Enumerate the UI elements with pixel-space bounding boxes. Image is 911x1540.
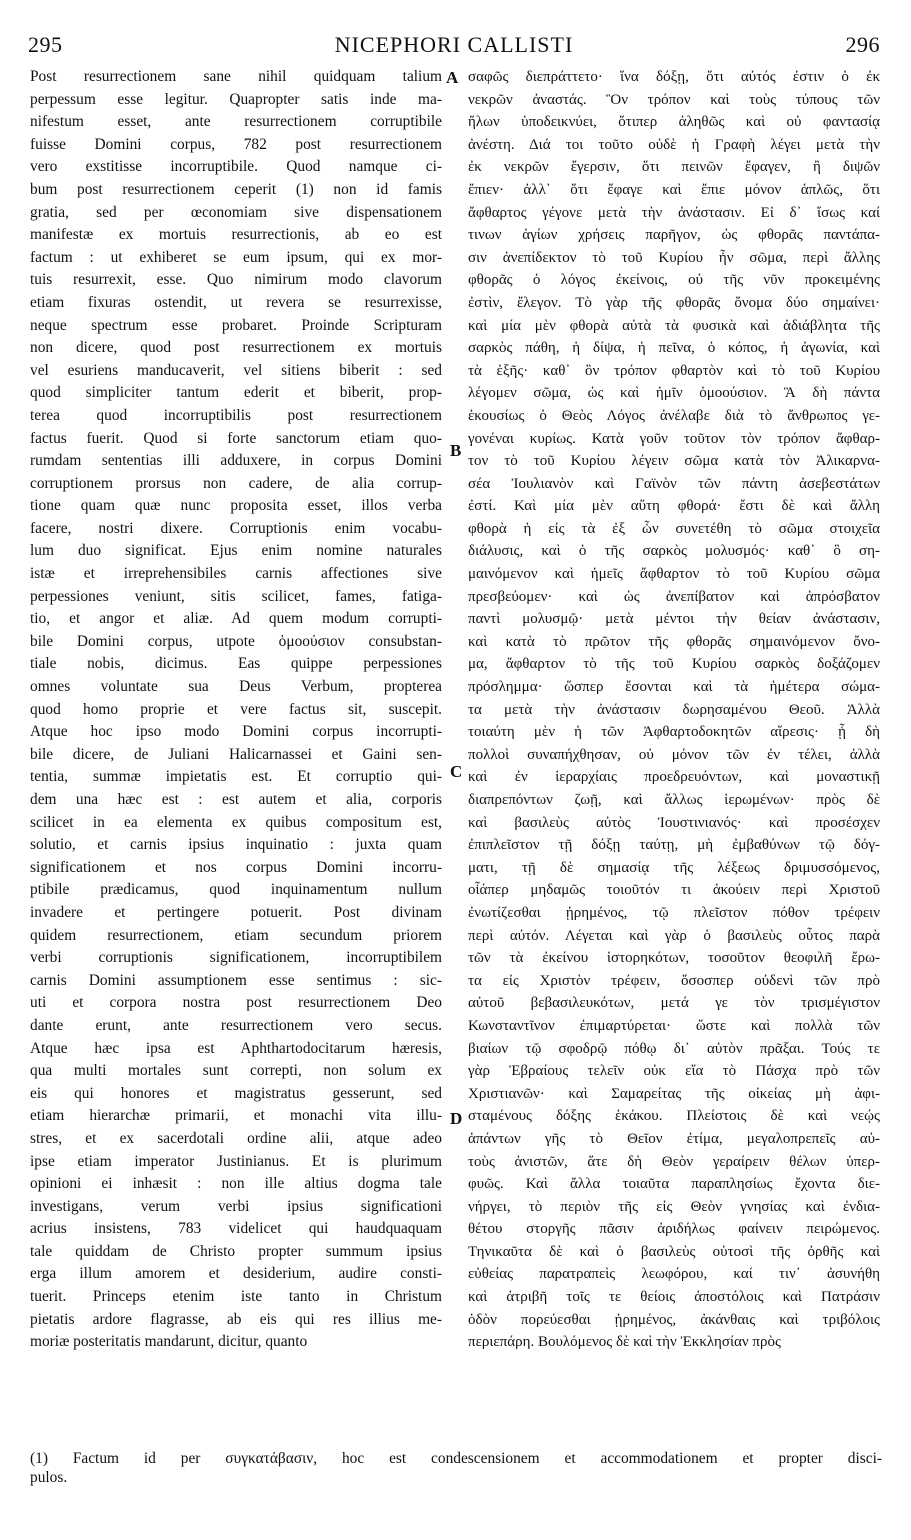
text-line: φθορὰ ἡ εἰς τὰ ἐξ ὧν συνετέθη τὸ σῶμα στοιχεῖα [468, 520, 880, 537]
text-line: factum : ut exhiberet se eum ipsum, qui ex mor- [30, 248, 442, 266]
text-line: διάλυσις, καὶ ὁ τῆς σαρκὸς μολυσμός· καθ᾽ ὃ ση- [468, 543, 880, 560]
text-line: invadere et pertingere potuerit. Post divinam [30, 903, 442, 921]
text-line: uti et corpora nostra post resurrectionem Deo [30, 994, 442, 1012]
text-line: etiam fixuras ostendit, ut revera se resurrexisse, [30, 293, 442, 311]
text-line: καὶ μία μὲν φθορὰ αὐτὰ τὰ φυσικὰ καὶ ἀδιάβλητα τῆς [468, 317, 880, 334]
text-line: ἐνωτίζεσθαι ᾑρημένος, τῷ πλεῖστον πόθον τρέφειν [468, 904, 880, 921]
text-line: pietatis ardore flagrasse, ab eis qui res illius me- [30, 1310, 442, 1328]
text-line: tentia, summæ impietatis est. Et corruptio qui- [30, 768, 442, 786]
text-line: perpessiones veniunt, sitis scilicet, fames, fatiga- [30, 587, 442, 605]
text-line: bile Domini corpus, utpote ὁμοούσιον consubstan- [30, 632, 442, 650]
text-line: Χριστιανῶν· καὶ Σαμαρείτας τῆς οἰκείας μὴ ἀφι- [468, 1085, 880, 1102]
text-line: Τηνικαῦτα δὲ καὶ ὁ βασιλεὺς οὑτοσὶ τῆς ὀρθῆς καὶ [468, 1243, 880, 1260]
text-line: Atque hoc ipso modo Domini corpus incorrupti- [30, 723, 442, 741]
footnote [30, 1449, 882, 1487]
text-line: διαπρεπόντων ζωῇ, καὶ ἄλλως ἱερωμένων· πρὸς δὲ [468, 792, 880, 808]
text-line: qua multi mortales sunt correpti, non solum ex [30, 1062, 442, 1080]
text-line: tione quam quæ nunc proposita esset, illos verba [30, 497, 442, 515]
text-line: dem una hæc est : est autem et alia, corporis [30, 791, 442, 808]
text-line: τῶν τὰ ἐκείνου ἱστορηκότων, τοσοῦτον θεοφιλῆ ἔρω- [468, 950, 880, 967]
text-line: ἑκουσίως ὁ Θεὸς Λόγος ἀνέλαβε διὰ τὸ ἄνθρωπος γε- [468, 407, 880, 424]
text-line: ipse etiam imperator Justinianus. Et is plurimum [30, 1152, 442, 1170]
text-line: stres, et ex sacerdotali ordine alii, atque adeo [30, 1129, 442, 1147]
text-line: ptibile prædicamus, quod inquinamentum nullum [30, 881, 442, 899]
text-line: acrius insistens, 783 videlicet qui haudquaquam [30, 1220, 442, 1238]
latin-column [30, 66, 442, 1354]
text-line: quidem resurrectionem, etiam secundum priorem [30, 926, 442, 944]
text-line: terea quod incorruptibilis post resurrectionem [30, 406, 442, 424]
footnote-line: (1) Factum id per συγκατάβασιν, hoc est condescensionem et accommodationem et propter disci- [30, 1450, 882, 1467]
text-line: τα εἰς Χριστὸν τρέφειν, ὅσοσπερ οὐδενὶ τῶν πρὸ [468, 972, 880, 989]
text-line: erga illum amorem et desiderium, audire consti- [30, 1265, 442, 1283]
text-line: scilicet in ea elementa ex quibus compositum est, [30, 813, 442, 831]
page-number-left: 295 [28, 32, 63, 57]
text-line: lum duo significat. Ejus enim nomine naturales [30, 542, 442, 560]
text-line: φυῶς. Καὶ ἄλλα τοιαῦτα παραπλησίως ἔχοντα διε- [468, 1176, 880, 1193]
text-line: τοὺς ἀνιστῶν, ἅτε δὴ Θεὸν γεραίρειν θέλων ὑπερ- [468, 1153, 880, 1170]
text-line: ἐπιπλεῖστον τῇ δόξῃ ταύτῃ, μὴ ἐμβαθύνων τῷ δόγ- [468, 837, 880, 854]
text-line: tio, et angor et aliæ. Ad quem modum corrupti- [30, 610, 442, 628]
text-line: rumdam sententias illi adduxere, in corpus Domini [30, 452, 442, 470]
footnote-line: pulos. [30, 1469, 68, 1486]
text-line: eis qui honores et magistratus gesserunt, sed [30, 1084, 442, 1102]
text-line: carnis Domini assumptionem esse sentimus : sic- [30, 971, 442, 989]
text-line: fuisse Domini corpus, 782 post resurrectionem [30, 135, 442, 153]
text-line: istæ et irreprehensibiles carnis affectiones sive [30, 565, 442, 583]
text-line: factus fuerit. Quod si forte sanctorum etiam quo- [30, 429, 442, 447]
section-marker-b: B [450, 441, 462, 460]
text-line: opinioni ei inhæsit : non ille altius dogma tale [30, 1175, 442, 1193]
text-line: πρόσλημμα· ὥσπερ ἔσονται καὶ τὰ ἡμέτερα σώμα- [468, 679, 880, 696]
text-line: ἐκ νεκρῶν ἔγερσιν, ὅτι πεινῶν ἔφαγεν, ἢ διψῶν [468, 159, 880, 176]
text-line: πολλοὶ συναπήχθησαν, οὐ μόνον τῶν ἐν τέλει, ἀλλὰ [468, 746, 880, 763]
text-line: λέγομεν σῶμα, ὡς καὶ ἡμῖν ὁμοούσιον. Ἃ δὴ πάντα [468, 385, 880, 402]
text-line: πρεσβεύομεν· καὶ ὡς ἀνεπίβατον καὶ ἀπρόσβατον [468, 588, 880, 605]
text-line: καὶ ἀτριβῆ τοῖς τε θείοις ἀποστόλοις καὶ Πατράσιν [468, 1289, 880, 1306]
text-line: Atque hæc ipsa est Aphthartodocitarum hæresis, [30, 1039, 442, 1057]
text-line: facere, nostri dixere. Corruptionis enim vocabu- [30, 519, 442, 537]
greek-column [468, 66, 880, 1354]
text-line: περὶ αὐτόν. Λέγεται καὶ γὰρ ὁ βασιλεὺς οὗτος παρὰ [468, 927, 880, 944]
text-line: Post resurrectionem sane nihil quidquam talium [30, 68, 442, 85]
text-line: τινων ἁγίων χρήσεις παρῆγον, ὡς φθορᾶς παντάπα- [468, 227, 880, 244]
text-line: tuerit. Princeps etenim iste tanto in Christum [30, 1288, 442, 1306]
text-line: εὐθείας παρατραπεὶς λεωφόρου, καί τιν᾽ ἀσυνήθη [468, 1266, 880, 1283]
text-line: solutio, et carnis ipsius inquinatio : juxta quam [30, 836, 442, 854]
text-line: καὶ βασιλεὺς αὐτὸς Ἰουστινιανός· καὶ προσέσχεν [468, 814, 880, 831]
text-line: σέα Ἰουλιανὸν καὶ Γαϊνὸν τῶν πάντη ἀσεβεστάτων [468, 475, 880, 492]
text-line: corruptionem prorsus non cadere, de alia corrup- [30, 474, 442, 492]
text-line: τα μετὰ τὴν ἀνάστασιν δωρησαμένου Θεοῦ. Ἀλλὰ [468, 701, 880, 718]
text-line: σαφῶς διεπράττετο· ἵνα δόξῃ, ὅτι αὐτός ἐστιν ὁ ἐκ [468, 69, 880, 85]
text-line: Κωνσταντῖνον ἐπιμαρτύρεται· ὥστε καὶ πολλὰ τῶν [468, 1017, 880, 1034]
text-line: ὁδὸν πορεύεσθαι ᾑρημένος, ἀκάνθαις καὶ τριβόλοις [468, 1311, 880, 1328]
page-header [28, 32, 880, 60]
text-line: ματι, τῇ δὲ σημασίᾳ τῆς λέξεως δριμυσσόμενος, [468, 859, 880, 876]
text-line: σιν ἀνεπίδεκτον τὸ τοῦ Κυρίου ἦν σῶμα, περὶ ἄλλης [468, 249, 880, 266]
text-line: vel esuriens manducaverit, vel sitiens biberit : sed [30, 361, 442, 379]
text-line: ἔπιεν· ἀλλ᾽ ὅτι ἔφαγε καὶ ἔπιε μόνον ἁπλῶς, ὅτι [468, 181, 880, 198]
text-line: dante erunt, ante resurrectionem vero secus. [30, 1016, 442, 1034]
text-line: tuis resurrexit, esse. Quo nimirum modo clavorum [30, 271, 442, 289]
text-line: investigans, verum verbi ipsius significationi [30, 1197, 442, 1215]
text-line: quod homo proprie et vere factus sit, suscepit. [30, 700, 442, 718]
text-line: βιαίων τῷ σφοδρῷ πόθῳ δι᾽ αὐτὸν πρᾶξαι. Τούς τε [468, 1040, 880, 1057]
text-line: etiam hierarchæ primarii, et monachi vita illu- [30, 1107, 442, 1125]
text-line: θέτου στοργῆς πᾶσιν ἀριδήλως φαίνειν πειρώμενος. [468, 1221, 880, 1238]
text-line: τοιαύτη μὲν ἡ τῶν Ἀφθαρτοδοκητῶν αἵρεσις· ᾗ δὴ [468, 724, 880, 741]
text-line: νήργει, τὸ περιὸν τῆς εἰς Θεὸν γνησίας καὶ ἐνδια- [468, 1198, 880, 1215]
text-line: quod simpliciter tantum ederit et biberit, prop- [30, 384, 442, 402]
text-line: τον τὸ τοῦ Κυρίου λέγειν σῶμα κατὰ τὸν Ἀλικαρνα- [468, 453, 880, 470]
text-line: οἷάπερ μηδαμῶς τοιοῦτόν τι ἀκούειν περὶ Χριστοῦ [468, 882, 880, 899]
text-line: γονέναι κυρίως. Κατὰ γοῦν τοῦτον τὸν τρόπον ἄφθαρ- [468, 430, 880, 447]
page-number-right: 296 [845, 32, 880, 57]
text-line: αὐτοῦ βεβασιλευκότων, μετά γε τὸν τρισμέγιστον [468, 995, 880, 1012]
text-line: μα, ἄφθαρτον τὸ τῆς τοῦ Κυρίου σαρκὸς δοξάζομεν [468, 656, 880, 673]
text-line: ἐστί. Καὶ μία μὲν αὕτη φθορά· ἔστι δὲ καὶ ἄλλη [468, 498, 880, 515]
text-line: ἄφθαρτος γέγονε μετὰ τὴν ἀνάστασιν. Εἰ δ᾽ ἴσως καί [468, 204, 880, 221]
text-line: σαρκὸς πάθη, ἡ δίψα, ἡ πεῖνα, ὁ κόπος, ἡ ἀγωνία, καὶ [468, 340, 880, 357]
text-line: καὶ ἐν ἱεραρχίαις προεδρευόντων, καὶ μοναστικῇ [468, 769, 880, 786]
text-line: neque spectrum esse probaret. Proinde Scripturam [30, 316, 442, 334]
text-line: bile dicere, de Juliani Halicarnassei et Gaini sen- [30, 745, 442, 763]
text-line: μαινόμενον καὶ ἡμεῖς ἄφθαρτον τὸ τοῦ Κυρίου σῶμα [468, 566, 880, 583]
section-marker-c: C [450, 762, 463, 781]
text-line: manifestæ ex mortuis resurrectionis, ab eo est [30, 226, 442, 244]
text-line: tale quiddam de Christo propter summum ipsius [30, 1242, 442, 1260]
text-line: νεκρῶν ἀναστάς. Ὃν τρόπον καὶ τοὺς τύπους τῶν [468, 91, 880, 108]
text-line: ἐστὶν, ἔλεγον. Τὸ γὰρ τῆς φθορᾶς ὄνομα δύο σημαίνει· [468, 294, 880, 311]
text-line: ἀνέστη. Διά τοι τοῦτο οὐδὲ ἡ Γραφὴ λέγει μετὰ τὴν [468, 136, 880, 153]
text-line: ἥλων ὑποδεικνύει, ὅτιπερ ἀληθῶς καὶ οὐ φαντασίᾳ [468, 114, 880, 131]
text-line: verbi corruptionis significationem, incorruptibilem [30, 949, 442, 967]
text-line: καὶ κατὰ τὸ πρῶτον τῆς φθορᾶς σημαινόμενον ὄνο- [468, 633, 880, 650]
text-line: vero exstitisse incorruptibile. Quod namque ci- [30, 158, 442, 176]
text-line: non dicere, quod post resurrectionem ex mortuis [30, 339, 442, 357]
text-line: perpessum esse legitur. Quapropter satis inde ma- [30, 90, 442, 108]
text-line: γὰρ Ἑβραίους τελεῖν οὐκ εἴα τὸ Πάσχα πρὸ τῶν [468, 1063, 880, 1080]
text-line: moriæ posteritatis mandarunt, dicitur, quanto [30, 1333, 308, 1351]
section-marker-a: A [446, 68, 459, 87]
text-line: omnes voluntate sua Deus Verbum, propterea [30, 678, 442, 696]
text-line: significationem et nos corpus Domini incorru- [30, 858, 442, 876]
text-line: nifestum esset, ante resurrectionem corruptibile [30, 113, 442, 131]
section-marker-d: D [450, 1109, 463, 1128]
text-line: φθορᾶς ὁ λόγος ἐκείνοις, οὐ τῆς νῦν προκειμένης [468, 272, 880, 289]
text-line: περιεπάρη. Βουλόμενος δὲ καὶ τὴν Ἐκκλησίαν πρὸς [468, 1334, 781, 1351]
text-line: tiale nobis, dicimus. Eas quippe perpessiones [30, 655, 442, 673]
text-line: παντὶ μολυσμῷ· μετὰ μέντοι τὴν θείαν ἀνάστασιν, [468, 611, 880, 628]
text-line: gratia, sed per œconomiam sive dispensationem [30, 203, 442, 221]
running-title: NICEPHORI CALLISTI [334, 32, 574, 57]
text-line: τὰ ἑξῆς· καθ᾽ ὃν τρόπον φθαρτὸν καὶ τὸ τοῦ Κυρίου [468, 362, 880, 379]
text-line: σταμένους δόξης ἑκάκου. Πλείστοις δὲ καὶ νεῴς [468, 1108, 880, 1125]
text-line: ἁπάντων γῆς τὸ Θεῖον ἐτίμα, μεγαλοπρεπεῖς αὐ- [468, 1130, 880, 1147]
text-line: bum post resurrectionem ceperit (1) non id famis [30, 180, 442, 198]
